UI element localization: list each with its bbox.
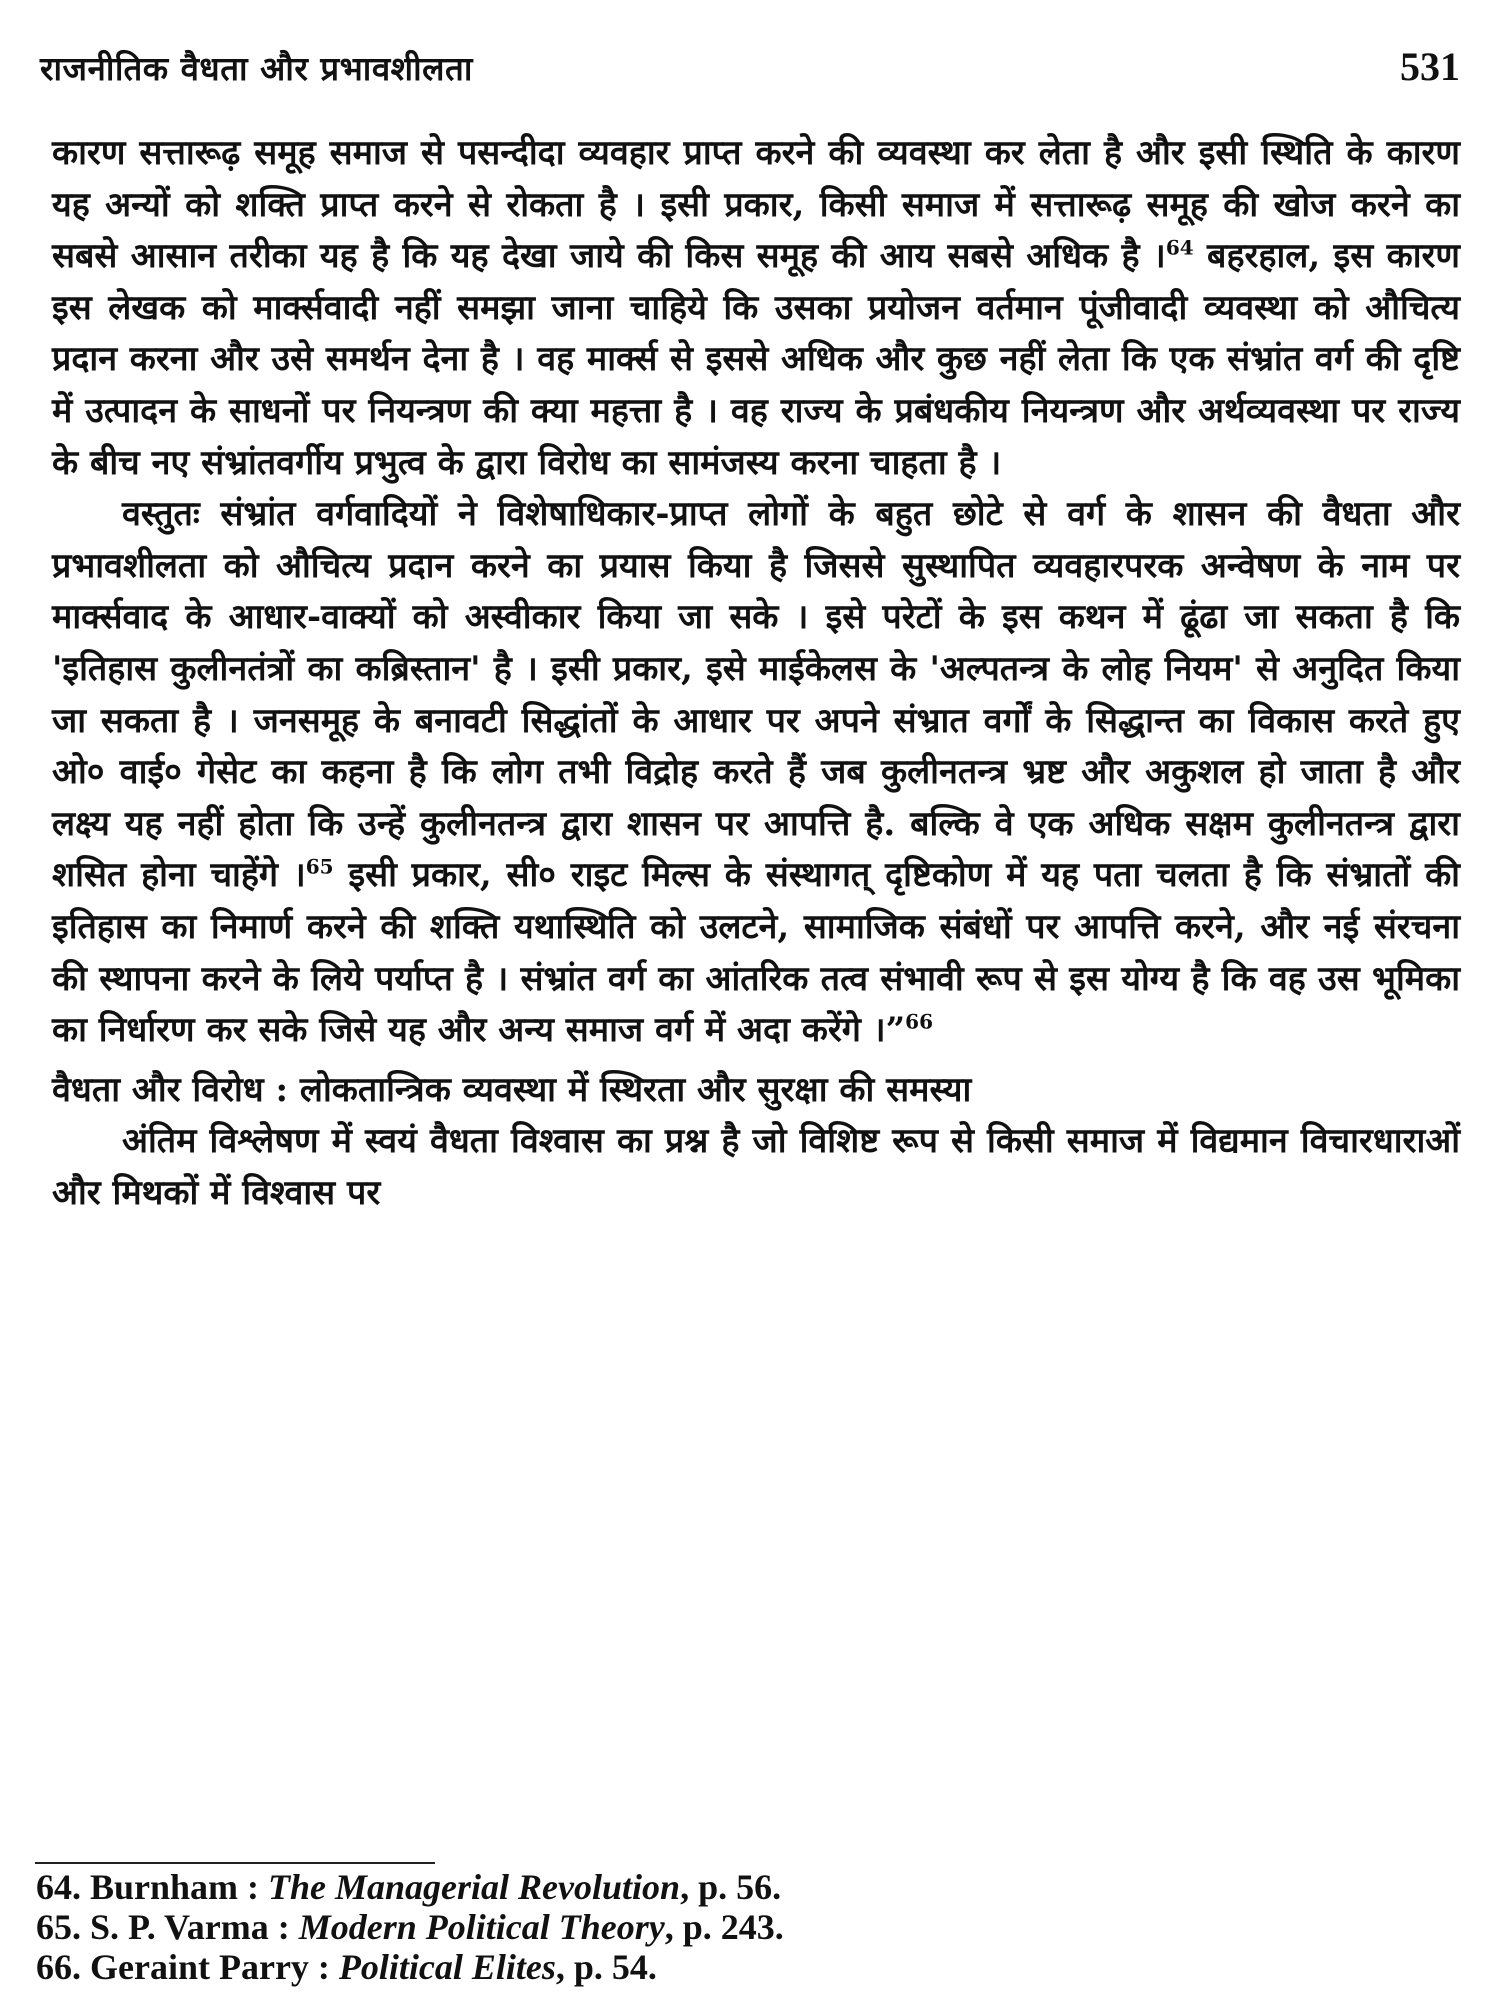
page-header [40, 45, 1460, 105]
footnote-page: , p. 243. [664, 1907, 784, 1947]
paragraph-text: बहरहाल, इस कारण इस लेखक को मार्क्सवादी नहीं समझा जाना चाहिये कि उसका प्रयोजन वर्तमान पूंजीवादी व्यवस्था को औचित्य प्रदान करना और उसे समर्थन देना है । वह मार्क्स से इससे अधिक और कुछ नहीं लेता कि एक संभ्रांत वर्ग की दृष्टि में उत्पादन के साधनों पर नियन्त्रण की क्या महत्ता है । वह राज्य के प्रबंधकीय नियन्त्रण और अर्थव्यवस्था पर राज्य के बीच नए संभ्रांतवर्गीय प्रभुत्व के द्वारा विरोध का सामंजस्य करना चाहता है । [52, 236, 1460, 483]
footnote-number: 65. [36, 1907, 81, 1947]
footnote-65 [36, 1907, 784, 1947]
footnote-title: The Managerial Revolution [268, 1867, 681, 1907]
footnote-author: Geraint Parry : [90, 1947, 330, 1987]
paragraph-1 [52, 128, 1460, 489]
paragraph-text: वस्तुतः संभ्रांत वर्गवादियों ने विशेषाधिकार-प्राप्त लोगों के बहुत छोटे से वर्ग के शासन की वैधता और प्रभावशीलता को औचित्य प्रदान करने का प्रयास किया है जिससे सुस्थापित व्यवहारपरक अन्वेषण के नाम पर मार्क्सवाद के आधार-वाक्यों को अस्वीकार किया जा सके । इसे परेटों के इस कथन में ढूंढा जा सकता है कि 'इतिहास कुलीनतंत्रों का कब्रिस्तान' है । इसी प्रकार, इसे माईकेलस के 'अल्पतन्त्र के लोह नियम' से अनुदित किया जा सकता है । जनसमूह के बनावटी सिद्धांतों के आधार पर अपने संभ्रात वर्गों के सिद्धान्त का विकास करते हुए ओ० वाई० गेसेट का कहना है कि लोग तभी विद्रोह करते हैं जब कुलीनतन्त्र भ्रष्ट और अकुशल हो जाता है और लक्ष्य यह नहीं होता कि उन्हें कुलीनतन्त्र द्वारा शासन पर आपत्ति है. बल्कि वे एक अधिक सक्षम कुलीनतन्त्र द्वारा शसित होना चाहेंगे । [52, 494, 1460, 896]
running-title: राजनीतिक वैधता और प्रभावशीलता [40, 49, 473, 88]
footnotes [36, 1867, 784, 1987]
footnote-author: Burnham : [90, 1867, 260, 1907]
footnote-number: 66. [36, 1947, 81, 1987]
footnote-ref-64: 64 [1165, 235, 1194, 260]
footnote-author: S. P. Varma : [90, 1907, 290, 1947]
footnote-title: Political Elites [338, 1947, 556, 1987]
footnote-page: , p. 54. [555, 1947, 657, 1987]
body-text [52, 128, 1460, 1219]
footnote-title: Modern Political Theory [298, 1907, 665, 1947]
paragraph-text: कारण सत्तारूढ़ समूह समाज से पसन्दीदा व्यवहार प्राप्त करने की व्यवस्था कर लेता है और इसी स्थिति के कारण यह अन्यों को शक्ति प्राप्त करने से रोकता है । इसी प्रकार, किसी समाज में सत्तारूढ़ समूह की खोज करने का सबसे आसान तरीका यह है कि यह देखा जाये की किस समूह की आय सबसे अधिक है । [52, 133, 1460, 277]
footnote-divider [35, 1862, 435, 1864]
page-number: 531 [1400, 44, 1460, 89]
footnote-page: , p. 56. [680, 1867, 782, 1907]
footnote-64 [36, 1867, 784, 1907]
section-heading: वैधता और विरोध : लोकतान्त्रिक व्यवस्था में स्थिरता और सुरक्षा की समस्या [52, 1069, 972, 1110]
paragraph-3: अंतिम विश्लेषण में स्वयं वैधता विश्वास का प्रश्न है जो विशिष्ट रूप से किसी समाज में विद्यमान विचारधाराओं और मिथकों में विश्वास पर [52, 1121, 1460, 1213]
footnote-ref-65: 65 [305, 854, 334, 879]
footnote-number: 64. [36, 1867, 81, 1907]
paragraph-text: इसी प्रकार, सी० राइट मिल्स के संस्थागत् दृष्टिकोण में यह पता चलता है कि संभ्रातों की इतिहास का निमार्ण करने की शक्ति यथास्थिति को उलटने, सामाजिक संबंधों पर आपत्ति करने, और नई संरचना की स्थापना करने के लिये पर्याप्त है । संभ्रांत वर्ग का आंतरिक तत्व संभावी रूप से इस योग्य है कि वह उस भूमिका का निर्धारण कर सके जिसे यह और अन्य समाज वर्ग में अदा करेंगे ।” [52, 855, 1460, 1051]
paragraph-2 [52, 489, 1460, 1057]
footnote-66 [36, 1947, 784, 1987]
footnote-ref-66: 66 [905, 1009, 934, 1034]
